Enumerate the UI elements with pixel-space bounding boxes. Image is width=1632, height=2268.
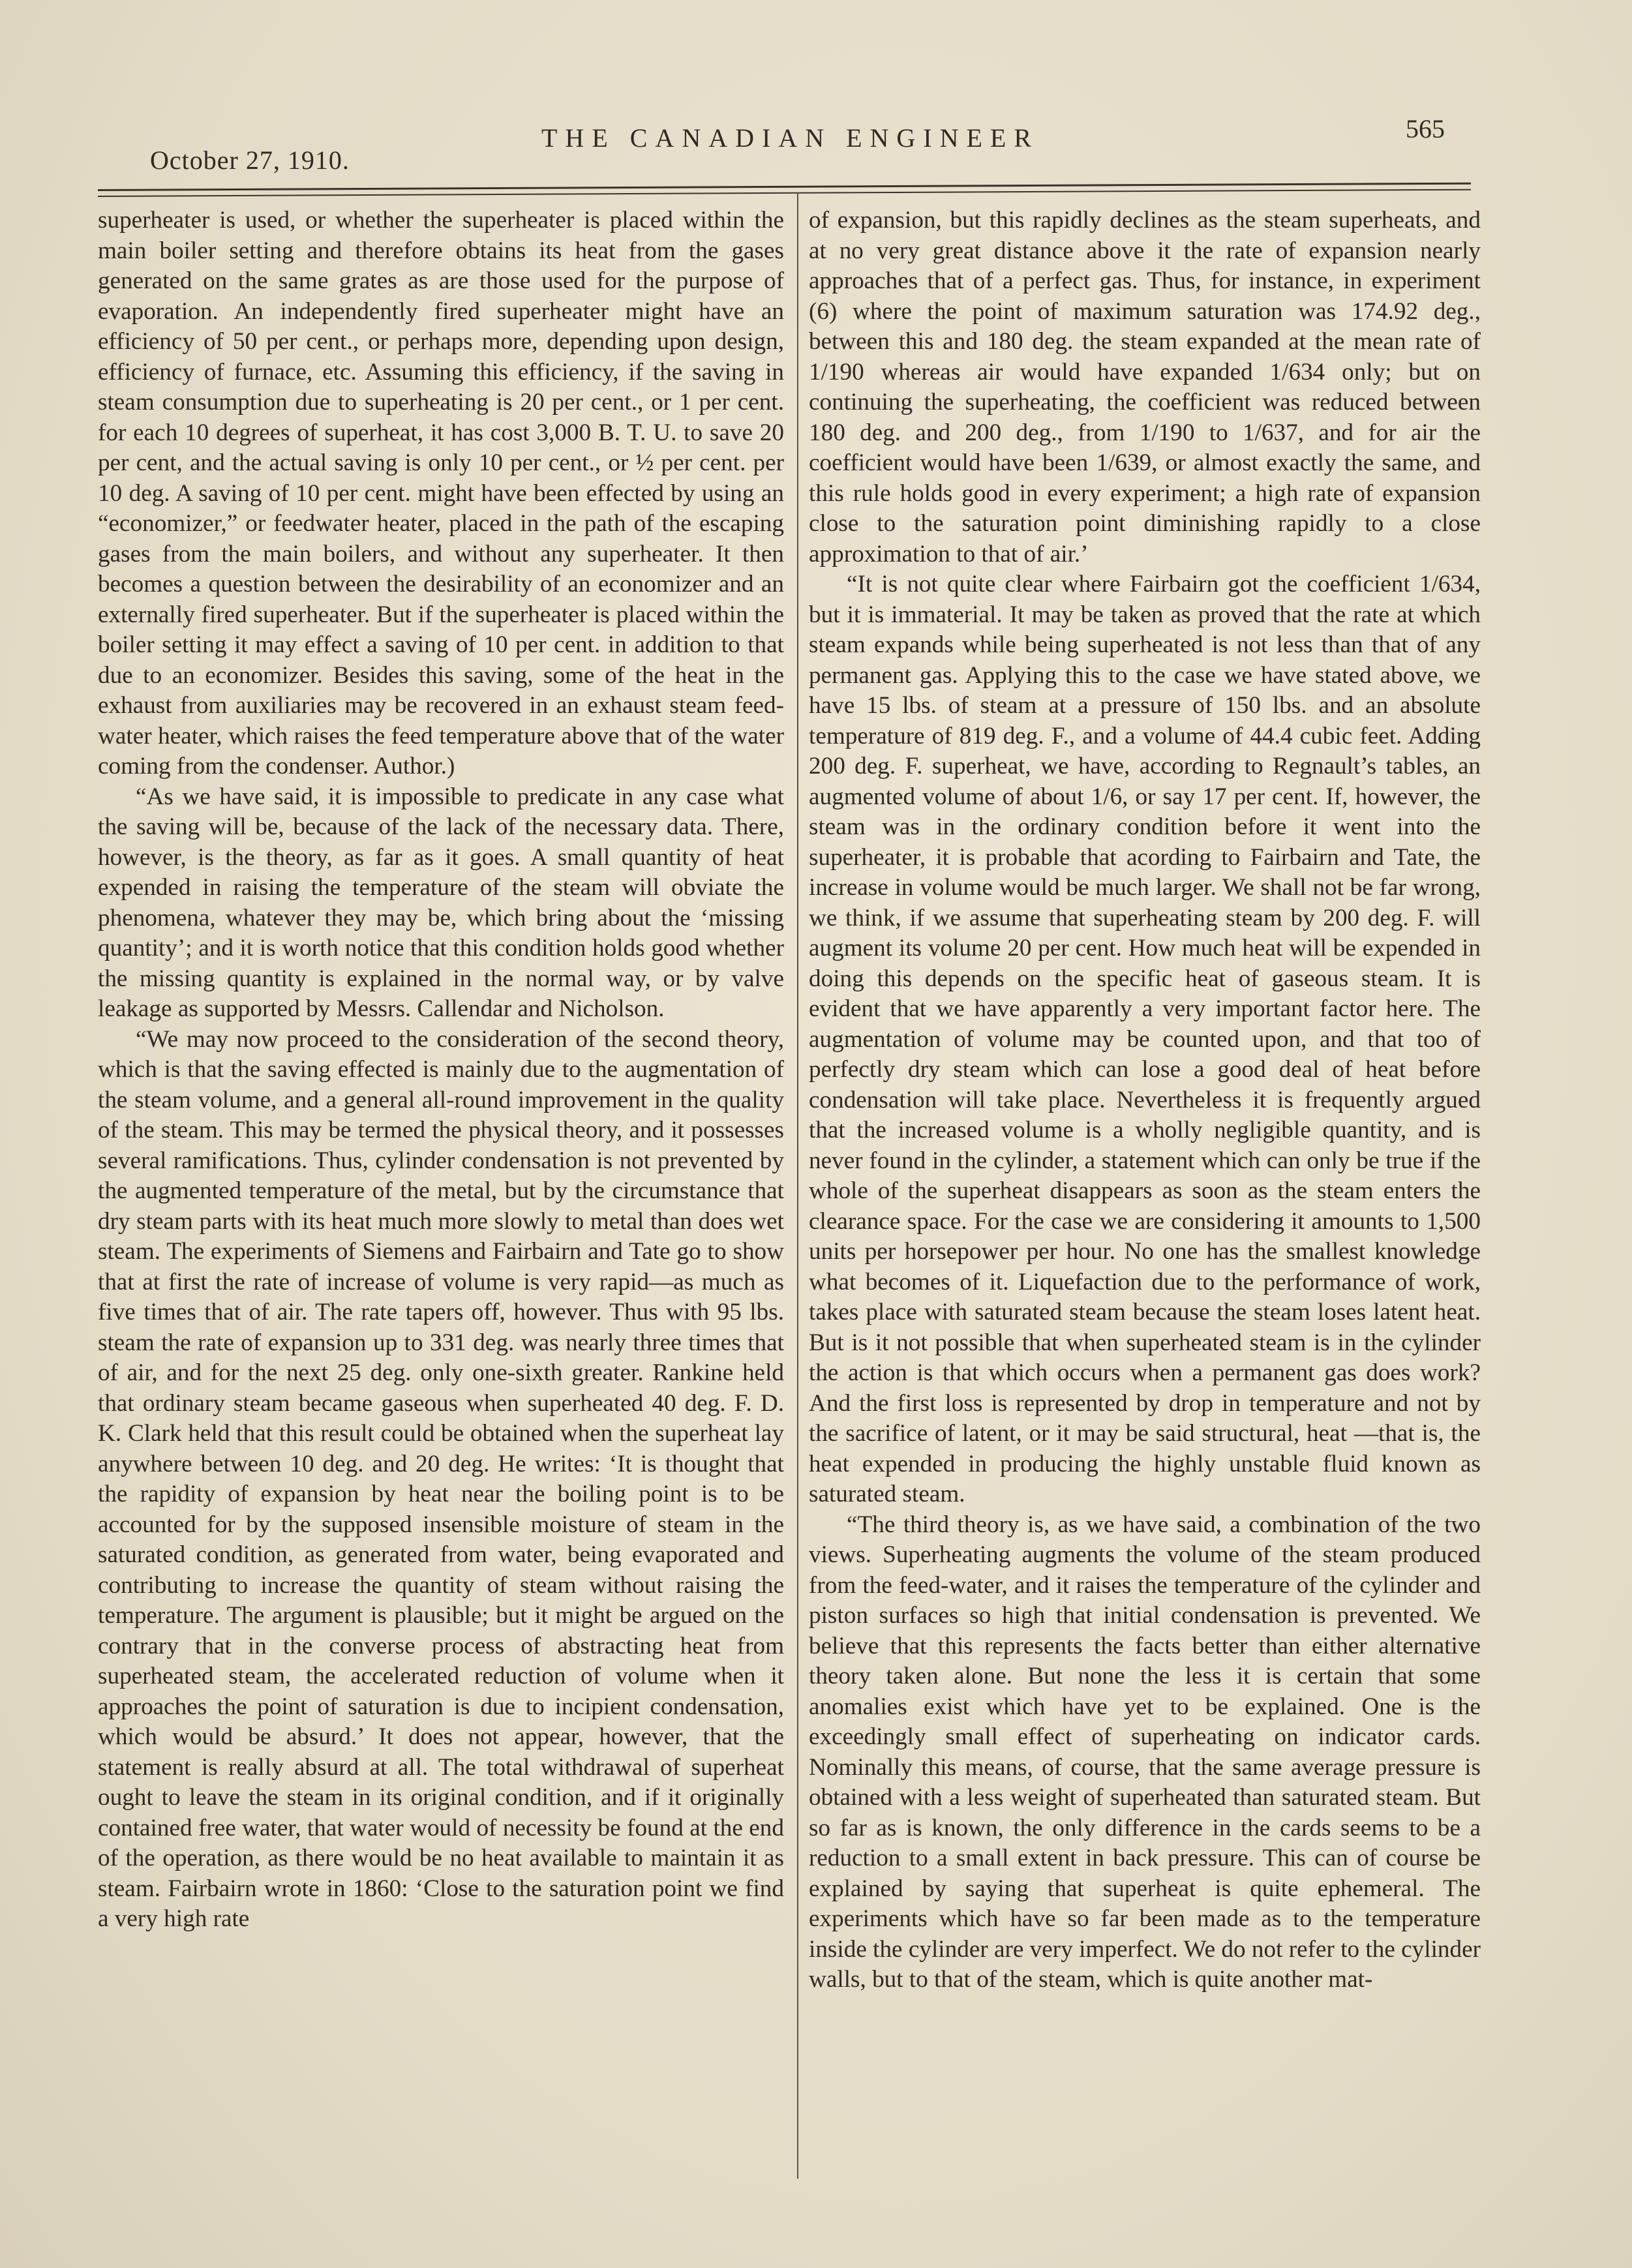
right-paragraph-2: “It is not quite clear where Fairbairn got the coefficient 1/634, but it is immaterial. It may be taken as proved that the rate at which steam expands while being superheated is not less than that of any permanent gas. Applying this to the case we have stated above, we have 15 lbs. of steam at a pressure of 150 lbs. and an absolute temperature of 819 deg. F., and a volume of 44.4 cubic feet. Adding 200 deg. F. superheat, we have, according to Regnault’s tables, an augmented volume of about 1/6, or say 17 per cent. If, however, the steam was in the ordinary condition before it went into the superheater, it is probable that acording to Fairbairn and Tate, the increase in volume would be much larger. We shall not be far wrong, we think, if we assume that superheating steam by 200 deg. F. will augment its volume 20 per cent. How much heat will be expended in doing this depends on the specific heat of gaseous steam. It is evident that we have apparently a very important factor here. The augmentation of volume may be counted upon, and that too of perfectly dry steam which can lose a good deal of heat before condensation will take place. Nevertheless it is frequently argued that the increased volume is a wholly negligible quantity, and is never found in the cylinder, a statement which can only be true if the whole of the superheat disappears as soon as the steam enters the clearance space. For the case we are considering it amounts to 1,500 units per horsepower per hour. No one has the smallest knowledge what becomes of it. Liquefaction due to the performance of work, takes place with saturated steam because the steam loses latent heat. But is it not possible that when superheated steam is in the cylinder the action is that which occurs when a permanent gas does work? And the first loss is represented by drop in temperature and not by the sacrifice of latent, or it may be said structural, heat —that is, the heat expended in producing the highly unstable fluid known as saturated steam.: [809, 571, 1481, 1507]
left-paragraph-3: “We may now proceed to the consideration of the second theory, which is that the saving effected is mainly due to the augmentation of the steam volume, and a general all-round improvement in the quality of the steam. This may be termed the physical theory, and it possesses several ramifications. Thus, cylinder condensation is not prevented by the augmented temperature of the metal, but by the circumstance that dry steam parts with its heat much more slowly to metal than does wet steam. The experiments of Siemens and Fairbairn and Tate go to show that at first the rate of increase of volume is very rapid—as much as five times that of air. The rate tapers off, however. Thus with 95 lbs. steam the rate of expansion up to 331 deg. was nearly three times that of air, and for the next 25 deg. only one-sixth greater. Rankine held that ordinary steam became gaseous when superheated 40 deg. F. D. K. Clark held that this result could be obtained when the superheat lay anywhere between 10 deg. and 20 deg. He writes: ‘It is thought that the rapidity of expansion by heat near the boiling point is to be accounted for by the supposed insensible moisture of steam in the saturated condition, as generated from water, being evaporated and contributing to increase the quantity of steam without raising the temperature. The argument is plausible; but it might be argued on the contrary that in the converse process of abstracting heat from superheated steam, the accelerated reduction of volume when it approaches the point of saturation is due to incipient condensation, which would be absurd.’ It does not appear, however, that the statement is really absurd at all. The total withdrawal of superheat ought to leave the steam in its original condition, and if it originally contained free water, that water would of necessity be found at the end of the operation, as there would be no heat available to maintain it as steam. Fairbairn wrote in 1860: ‘Close to the saturation point we find a very high rate: [98, 1025, 784, 1932]
right-paragraph-3: “The third theory is, as we have said, a combination of the two views. Superheating augments the volume of the steam produced from the feed-water, and it raises the temperature of the cylinder and piston surfaces so high that initial condensation is prevented. We believe that this represents the facts better than either alternative theory taken alone. But none the less it is certain that some anomalies exist which have yet to be explained. One is the exceedingly small effect of superheating on indicator cards. Nominally this means, of course, that the same average pressure is obtained with a less weight of superheated than saturated steam. But so far as is known, the only difference in the cards seems to be a reduction to a small extent in back pressure. This can of course be explained by saying that superheat is quite ephemeral. The experiments which have so far been made as to the temperature inside the cylinder are very imperfect. We do not refer to the cylinder walls, but to that of the steam, which is quite another mat-: [809, 1511, 1481, 1993]
journal-title: THE CANADIAN ENGINEER: [541, 123, 1040, 153]
header-rule-bottom: [98, 189, 1471, 197]
right-paragraph-1: of expansion, but this rapidly declines as the steam superheats, and at no very great distance above it the rate of expansion nearly approaches that of a perfect gas. Thus, for instance, in experiment (6) where the point of maximum saturation was 174.92 deg., between this and 180 deg. the steam expanded at the mean rate of 1/190 whereas air would have expanded 1/634 only; but on continuing the superheating, the coefficient was reduced between 180 deg. and 200 deg., from 1/190 to 1/637, and for air the coefficient would have been 1/639, or almost exactly the same, and this rule holds good in every experiment; a high rate of expansion close to the saturation point diminishing rapidly to a close approximation to that of air.’: [809, 207, 1481, 567]
left-column: [98, 205, 784, 2188]
left-paragraph-1: superheater is used, or whether the superheater is placed within the main boiler setting and therefore obtains its heat from the gases generated on the same grates as are those used for the purpose of evaporation. An independently fired superheater might have an efficiency of 50 per cent., or perhaps more, depending upon design, efficiency of furnace, etc. Assuming this efficiency, if the saving in steam consumption due to superheating is 20 per cent., or 1 per cent. for each 10 degrees of superheat, it has cost 3,000 B. T. U. to save 20 per cent, and the actual saving is only 10 per cent., or ½ per cent. per 10 deg. A saving of 10 per cent. might have been effected by using an “economizer,” or feedwater heater, placed in the path of the escaping gases from the main boilers, and without any superheater. It then becomes a question between the desirability of an economizer and an externally fired superheater. But if the superheater is placed within the boiler setting it may effect a saving of 10 per cent. in addition to that due to an economizer. Besides this saving, some of the heat in the exhaust from auxiliaries may be recovered in an exhaust steam feed-water heater, which raises the feed temperature above that of the water coming from the condenser. Author.): [98, 207, 784, 779]
page-number: 565: [1406, 114, 1445, 144]
right-column: [797, 205, 1481, 2188]
left-paragraph-2: “As we have said, it is impossible to predicate in any case what the saving will be, because of the lack of the necessary data. There, however, is the theory, as far as it goes. A small quantity of heat expended in raising the temperature of the steam will obviate the phenomena, whatever they may be, which bring about the ‘missing quantity’; and it is worth notice that this condition holds good whether the missing quantity is explained in the normal way, or by valve leakage as supported by Messrs. Callendar and Nicholson.: [98, 783, 784, 1022]
issue-date: October 27, 1910.: [150, 145, 350, 175]
